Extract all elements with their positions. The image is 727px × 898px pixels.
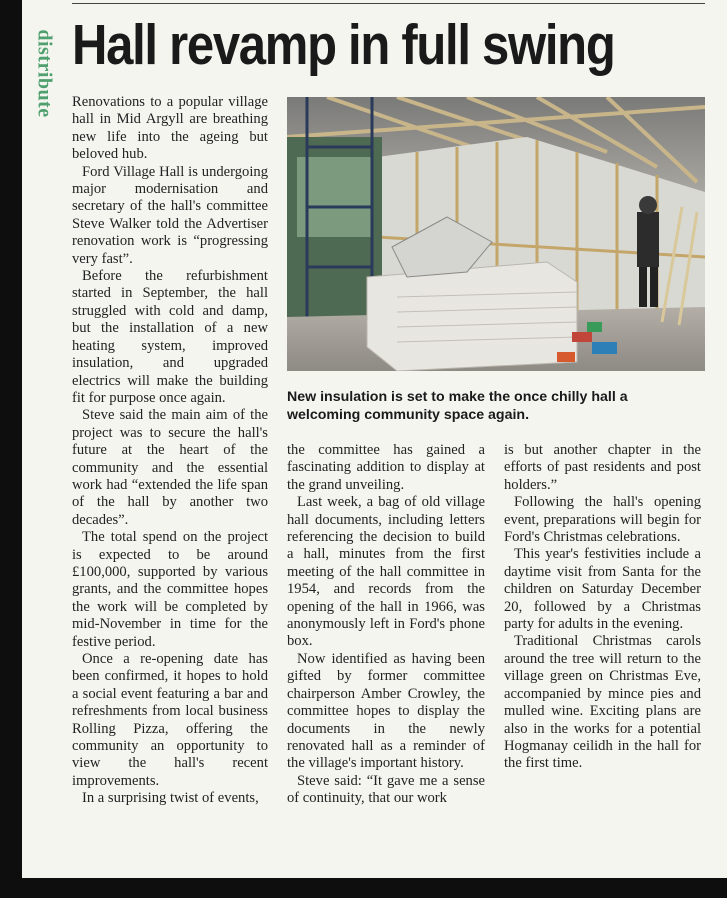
article-column-1 <box>72 94 268 808</box>
paragraph: The total spend on the project is expected to be around £100,000, supported by various grants, and the committee hopes the work will be completed by mid-November in time for the festive period. <box>72 529 268 650</box>
headline: Hall revamp in full swing <box>72 13 615 77</box>
paragraph: is but another chapter in the efforts of past residents and post holders.” <box>504 442 701 493</box>
paragraph: Once a re-opening date has been confirmed, it hopes to hold a social event featuring a bar and refreshments from local business Rolling Pizza, offering the community an opportunity to view the hall's recent improvements. <box>72 651 268 789</box>
paragraph: Renovations to a popular village hall in Mid Argyll are breathing new life into the ageing but beloved hub. <box>72 94 268 163</box>
article-column-2 <box>287 442 485 808</box>
paragraph: This year's festivities include a daytime visit from Santa for the children on Saturday December 20, followed by a Christmas party for adults in the evening. <box>504 546 701 633</box>
paragraph: Now identified as having been gifted by former committee chairperson Amber Crowley, the committee hopes to display the documents in the newly renovated hall as a reminder of the village's important history. <box>287 650 485 772</box>
paragraph: Steve said: “It gave me a sense of continuity, that our work <box>287 772 485 807</box>
photo-caption: New insulation is set to make the once chilly hall a welcoming community space again. <box>287 389 628 423</box>
paragraph: Following the hall's opening event, preparations will begin for Ford's Christmas celebrations. <box>504 494 701 546</box>
paragraph: the committee has gained a fascinating addition to display at the grand unveiling. <box>287 442 485 493</box>
side-label: distribute <box>33 29 56 118</box>
paragraph: In a surprising twist of events, <box>82 790 259 807</box>
paragraph: Traditional Christmas carols around the tree will return to the village green on Christmas Eve, accompanied by mince pies and mulled wine. Exciting plans are also in the works for a potential Hogmanay ceilidh in the hall for the first time. <box>504 633 701 772</box>
paragraph: Before the refurbishment started in September, the hall struggled with cold and damp, but the installation of a new heating system, improved insulation, and upgraded electrics will make the building fit for purpose once again. <box>72 268 268 406</box>
renovation-photo <box>287 97 705 371</box>
paragraph: Steve said the main aim of the project was to secure the hall's future at the heart of the community and the essential work had “extended the life span of the hall by another two decades”. <box>72 407 268 528</box>
article-column-3 <box>504 442 701 773</box>
paragraph: Ford Village Hall is undergoing major modernisation and secretary of the hall's committee Steve Walker told the Advertiser renovation work is “progressing very fast”. <box>72 163 268 267</box>
screen-bottom-bar <box>0 878 727 898</box>
renovation-photo-icon <box>287 97 705 371</box>
side-label-container <box>22 0 56 130</box>
paragraph: Last week, a bag of old village hall documents, including letters referencing the decision to build a hall, minutes from the first meeting of the hall committee in 1954, and records from the opening of the hall in 1966, was anonymously left in Ford's phone box. <box>287 494 485 650</box>
